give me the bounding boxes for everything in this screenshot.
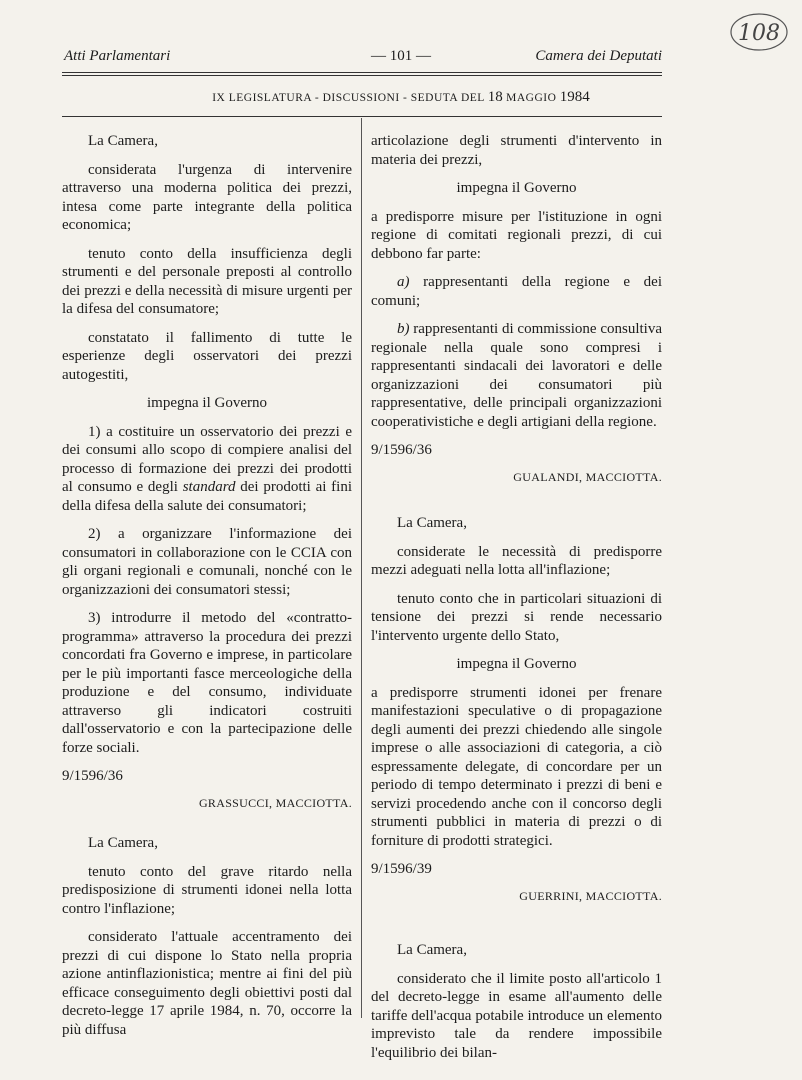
motion-commitment: impegna il Governo — [456, 656, 577, 672]
svg-text:108: 108 — [738, 21, 780, 46]
motion-number: 9/1596/39 — [371, 861, 432, 877]
motion-paragraph: tenuto conto che in particolari situazioni di tensione dei prezzi si rende necessario l'intervento urgente dello Stato, — [371, 590, 662, 644]
motion-item-2: 2) a organizzare l'informazione dei consumatori in collaborazione con le CCIA con gli organi regionali e comunali, nonché con le organizzazioni dei consumatori stessi; — [62, 526, 352, 598]
item-label: b) — [397, 321, 410, 337]
motion-opening: La Camera, — [397, 942, 467, 958]
motion-signatories: GRASSUCCI, MACCIOTTA. — [198, 795, 352, 810]
motion-item-b — [371, 320, 662, 431]
page-stamp-icon — [728, 10, 790, 54]
session-month: MAGGIO — [502, 92, 560, 104]
motion-opening: La Camera, — [397, 515, 467, 531]
item-label: a) — [397, 274, 410, 290]
session-subheader — [0, 89, 802, 106]
motion-item-1 — [62, 423, 352, 516]
left-column — [62, 132, 352, 1049]
motion-paragraph: considerato l'attuale accentramento dei prezzi di cui dispone lo Stato nella propria azione antinflazionistica; mentre ai fini del più efficace conseguimento degli obiettivi posti dal decreto-legge 17 aprile 1984, n. 70, occorre la più diffusa — [62, 929, 352, 1038]
motion-signatories: GUALANDI, MACCIOTTA. — [513, 469, 662, 484]
motion-number: 9/1596/36 — [62, 768, 123, 784]
session-year: 1984 — [559, 89, 590, 105]
item-text: dei prodotti ai fini della difesa della salute dei consumatori; — [62, 479, 353, 514]
motion-paragraph: a predisporre strumenti idonei per frenare manifestazioni speculative o di propagazione degli aumenti dei prezzi chiedendo alle singole imprese o alle associazioni di categoria, a ciò espressamente delegate, di concordare per un periodo di tempo determinato i prezzi di beni e servizi procedendo anche con il concorso degli strumenti pubblici in materia di prezzi o di forniture di prodotti strategici. — [371, 684, 662, 849]
column-divider — [361, 118, 362, 1018]
motion-item-3: 3) introdurre il metodo del «contratto-programma» attraverso la procedura dei prezzi concordati fra Governo e imprese, in particolare per le più importanti fasce merceologiche della produzione e del consumo, individuate attraverso gli indicatori costruiti dall'osservatorio e con la partecipazione delle forze sociali. — [62, 610, 352, 756]
motion-paragraph: tenuto conto della insufficienza degli strumenti e del personale preposti al controllo dei prezzi e della necessità di misure urgenti per la difesa del consumatore; — [62, 245, 352, 317]
motion-paragraph: considerato che il limite posto all'articolo 1 del decreto-legge in esame all'aumento delle tariffe dell'acqua potabile introduce un elemento imprevisto tale da rendere impossibile l'equilibrio dei bilan- — [371, 970, 662, 1061]
motion-paragraph: tenuto conto del grave ritardo nella predisposizione di strumenti idonei nella lotta contro l'inflazione; — [62, 863, 352, 917]
page-number: — 101 — — [371, 48, 431, 64]
motion-item-a — [371, 273, 662, 310]
header-rule-top — [62, 72, 662, 73]
session-day: 18 — [487, 89, 503, 105]
motion-opening: La Camera, — [88, 133, 158, 149]
item-text: 1) a costituire un osservatorio dei prezzi e dei consumi allo scopo di compiere analisi del processo di formazione dei prezzi dei prodotti al consumo e degli — [62, 423, 352, 495]
motion-signatories: GUERRINI, MACCIOTTA. — [519, 888, 662, 903]
session-prefix: IX LEGISLATURA - DISCUSSIONI - SEDUTA DEL — [212, 92, 488, 104]
header-rule-bottom — [62, 75, 662, 76]
item-text: rappresentanti di commissione consultiva regionale nella quale sono compresi i rappresentanti sindacali dei lavoratori e delle organizzazioni dei consumatori più rappresentative, delle principali organizzazioni cooperativistiche e degli artigiani della regione. — [371, 321, 662, 430]
item-text: rappresentanti della regione e dei comuni; — [371, 274, 662, 309]
motion-paragraph: considerata l'urgenza di intervenire attraverso una moderna politica dei prezzi, intesa come parte integrante della politica economica; — [62, 161, 352, 233]
right-column — [371, 132, 662, 1072]
header-publication: Atti Parlamentari — [64, 48, 171, 64]
subheader-rule — [62, 116, 662, 117]
motion-opening: La Camera, — [88, 835, 158, 851]
motion-paragraph: considerate le necessità di predisporre mezzi adeguati nella lotta all'inflazione; — [371, 543, 662, 578]
motion-commitment: impegna il Governo — [147, 395, 267, 411]
motion-paragraph: constatato il fallimento di tutte le esperienze degli osservatori dei prezzi autogestiti, — [62, 329, 352, 383]
motion-paragraph: a predisporre misure per l'istituzione in ogni regione di comitati regionali prezzi, di cui debbono far parte: — [371, 208, 662, 262]
item-emphasis: standard — [182, 479, 236, 495]
motion-continuation: articolazione degli strumenti d'intervento in materia dei prezzi, — [371, 133, 662, 168]
motion-commitment: impegna il Governo — [456, 180, 577, 196]
motion-number: 9/1596/36 — [371, 442, 432, 458]
header-chamber: Camera dei Deputati — [535, 48, 662, 64]
